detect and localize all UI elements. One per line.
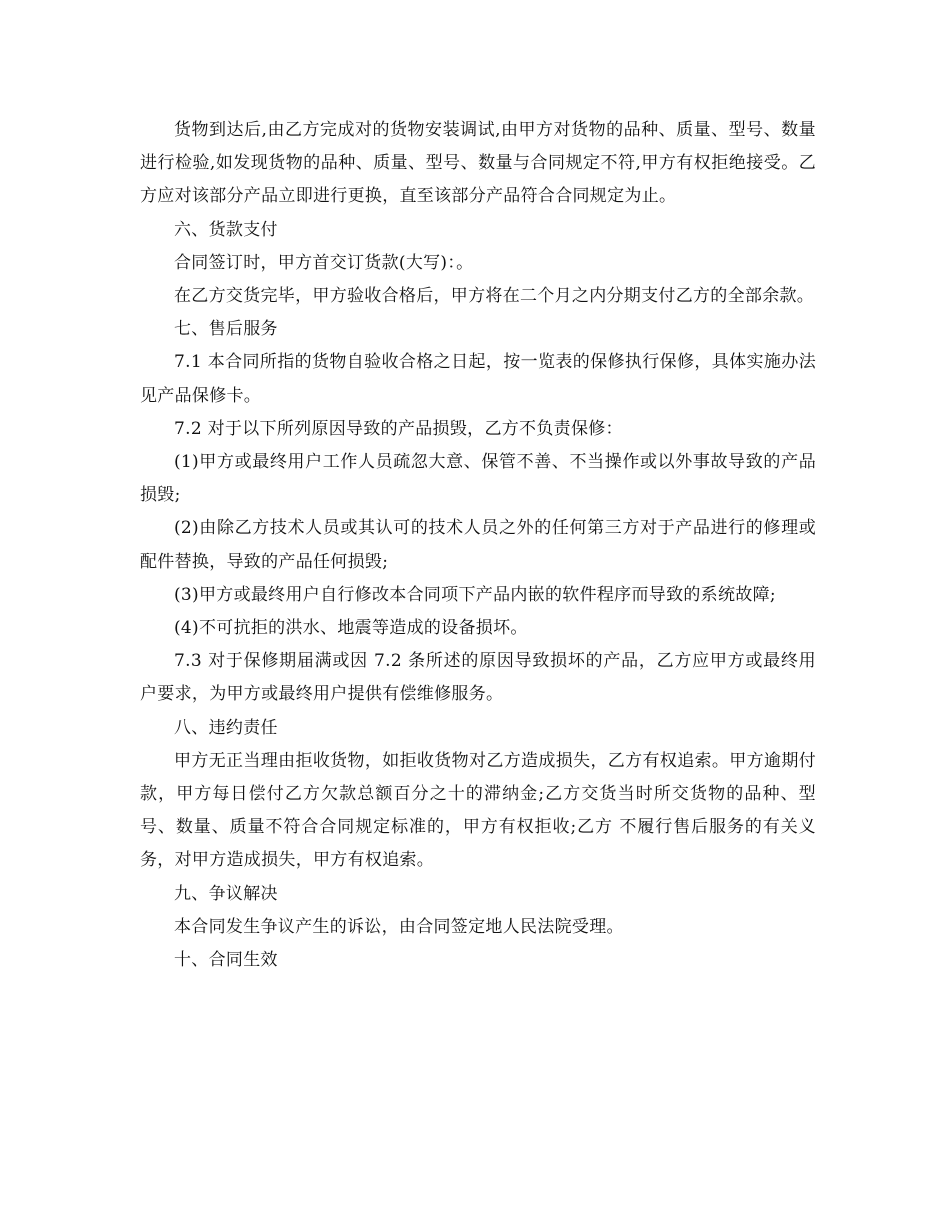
clause-7-2-item-4: (4)不可抗拒的洪水、地震等造成的设备损坏。 xyxy=(174,618,528,639)
paragraph-delivery-inspection: 货物到达后,由乙方完成对的货物安装调试,由甲方对货物的品种、质量、型号、数量进行检验,如发现货物的品种、质量、型号、数量与合同规定不符,甲方有权拒绝接受。乙方应对该部分产品立即进行更换，直至该部分产品符合合同规定为止。 xyxy=(140,120,816,207)
heading-contract-effect: 十、合同生效 xyxy=(174,950,278,971)
clause-7-2-item-3: (3)甲方或最终用户自行修改本合同项下产品内嵌的软件程序而导致的系统故障; xyxy=(174,584,776,605)
paragraph-deposit: 合同签订时，甲方首交订货款(大写)：。 xyxy=(174,252,474,273)
clause-7-2-item-1: (1)甲方或最终用户工作人员疏忽大意、保管不善、不当操作或以外事故导致的产品损毁; xyxy=(140,452,816,506)
paragraph-breach-liability: 甲方无正当理由拒收货物，如拒收货物对乙方造成损失，乙方有权追索。甲方逾期付款，甲方每日偿付乙方欠款总额百分之十的滞纳金;乙方交货当时所交货物的品种、型号、数量、质量不符合合同规定标准的，甲方有权拒收;乙方 不履行售后服务的有关义务，对甲方造成损失，甲方有权追索。 xyxy=(140,750,816,871)
clause-7-1: 7.1 本合同所指的货物自验收合格之日起，按一览表的保修执行保修，具体实施办法见产品保修卡。 xyxy=(140,352,816,406)
clause-7-3: 7.3 对于保修期届满或因 7.2 条所述的原因导致损坏的产品，乙方应甲方或最终用户要求，为甲方或最终用户提供有偿维修服务。 xyxy=(140,651,816,705)
heading-breach-liability: 八、违约责任 xyxy=(174,717,278,738)
clause-7-2-item-2: (2)由除乙方技术人员或其认可的技术人员之外的任何第三方对于产品进行的修理或配件替换，导致的产品任何损毁; xyxy=(140,518,816,572)
clause-7-2: 7.2 对于以下所列原因导致的产品损毁，乙方不负责保修： xyxy=(174,418,623,439)
heading-payment: 六、货款支付 xyxy=(174,219,278,240)
paragraph-balance-payment: 在乙方交货完毕，甲方验收合格后，甲方将在二个月之内分期支付乙方的全部余款。 xyxy=(174,286,815,307)
document-body xyxy=(140,114,816,977)
heading-dispute-resolution: 九、争议解决 xyxy=(174,883,278,904)
paragraph-dispute-resolution: 本合同发生争议产生的诉讼，由合同签定地人民法院受理。 xyxy=(174,916,624,937)
heading-after-sales: 七、售后服务 xyxy=(174,319,278,340)
